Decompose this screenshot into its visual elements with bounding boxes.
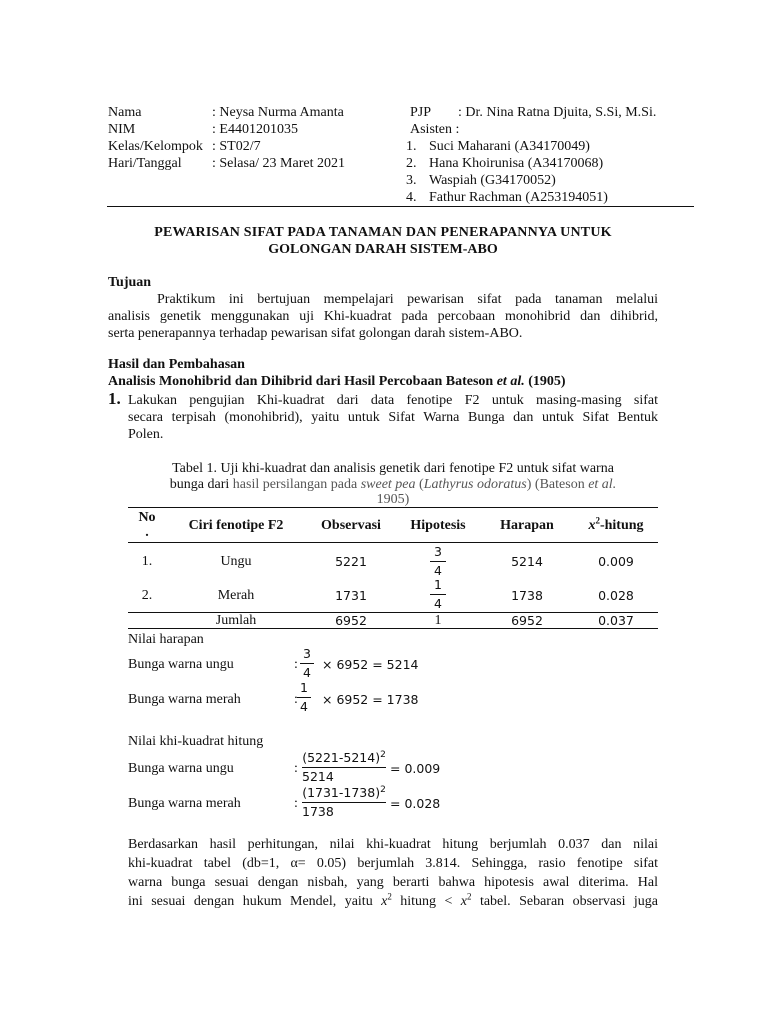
- table-top-rule: [128, 507, 658, 508]
- harapan-ungu-colon: :: [294, 657, 298, 672]
- header-divider: [107, 206, 694, 207]
- khi-merah-fraction: (1731-1738)$^2$ 1738: [302, 784, 386, 819]
- hasil-heading: Hasil dan Pembahasan: [108, 357, 245, 372]
- header-observasi: Observasi: [321, 518, 381, 533]
- pjp-label: PJP: [410, 105, 432, 120]
- cell-jumlah-chi: 0.037: [598, 613, 634, 628]
- nim-label: NIM: [108, 122, 136, 137]
- header-chi-hitung: $x^2$-hitung: [588, 515, 644, 533]
- conclusion-line: warna bunga sesuai dengan nisbah, yang berarti bahwa hipotesis awal diterima. Hal: [128, 875, 658, 890]
- header-no-dot: .: [145, 525, 149, 540]
- cell-observasi: 5221: [335, 554, 367, 569]
- asisten-label: Asisten :: [410, 122, 460, 137]
- harapan-merah-fraction: 1 4: [297, 680, 311, 715]
- khi-merah-result: = 0.028: [390, 796, 441, 811]
- cell-jumlah-observasi: 6952: [335, 613, 367, 628]
- doc-title-line2: GOLONGAN DARAH SISTEM-ABO: [268, 242, 498, 257]
- harapan-ungu-fraction: 3 4: [300, 646, 314, 681]
- cell-jumlah-label: Jumlah: [215, 613, 257, 628]
- asisten-no: 3.: [406, 173, 417, 188]
- harapan-ungu-result: × 6952 = 5214: [322, 657, 419, 672]
- cell-no: 1.: [141, 554, 153, 569]
- kelas-label: Kelas/Kelompok: [108, 139, 203, 154]
- item-text-line: secara terpisah (monohibrid), yaitu untuk Sifat Warna Bunga dan untuk Sifat Bentuk: [128, 410, 658, 425]
- item-number: 1.: [108, 389, 121, 408]
- conclusion-line: ini sesuai dengan hukum Mendel, yaitu $x^2$ hitung < $x^2$ tabel. Sebaran observasi juga: [128, 893, 658, 909]
- khi-merah-colon: :: [294, 796, 298, 811]
- harapan-merah-result: × 6952 = 1738: [322, 692, 419, 707]
- conclusion-line: Berdasarkan hasil perhitungan, nilai khi-kuadrat hitung berjumlah 0.037 dan nilai: [128, 837, 658, 852]
- table-caption-line3: 1905): [376, 492, 410, 507]
- item-text-line: Polen.: [128, 427, 164, 442]
- asisten-no: 4.: [406, 190, 417, 205]
- header-no: No: [138, 510, 156, 525]
- nama-value: : Neysa Nurma Amanta: [212, 105, 344, 120]
- cell-harapan: 5214: [511, 554, 543, 569]
- khi-merah-label: Bunga warna merah: [128, 796, 241, 811]
- table-header-rule: [128, 542, 658, 543]
- header-hipotesis: Hipotesis: [410, 518, 466, 533]
- tujuan-line: serta penerapannya terhadap pewarisan sifat golongan darah sistem-ABO.: [108, 326, 523, 341]
- cell-hipotesis-fraction: 1 4: [430, 577, 446, 612]
- nilai-khi-heading: Nilai khi-kuadrat hitung: [128, 734, 264, 749]
- nim-value: : E4401201035: [212, 122, 298, 137]
- table-caption-line1: Tabel 1. Uji khi-kuadrat dan analisis genetik dari fenotipe F2 untuk sifat warna: [172, 461, 614, 476]
- tujuan-line: analisis genetik menggunakan uji Khi-kuadrat pada percobaan monohibrid dan dihibrid,: [108, 309, 658, 324]
- khi-ungu-result: = 0.009: [390, 761, 441, 776]
- nama-label: Nama: [108, 105, 142, 120]
- cell-ciri: Ungu: [220, 554, 252, 569]
- header-ciri: Ciri fenotipe F2: [188, 518, 284, 533]
- cell-ciri: Merah: [217, 588, 255, 603]
- asisten-no: 1.: [406, 139, 417, 154]
- cell-chi: 0.009: [598, 554, 634, 569]
- cell-chi: 0.028: [598, 588, 634, 603]
- cell-jumlah-harapan: 6952: [511, 613, 543, 628]
- asisten-name: Suci Maharani (A34170049): [429, 139, 590, 154]
- hari-value: : Selasa/ 23 Maret 2021: [212, 156, 345, 171]
- table-caption-line2: bunga dari hasil persilangan pada sweet pea (Lathyrus odoratus) (Bateson et al.: [169, 477, 617, 492]
- harapan-merah-colon: :: [294, 692, 298, 707]
- kelas-value: : ST02/7: [212, 139, 261, 154]
- cell-hipotesis-fraction: 3 4: [430, 544, 446, 579]
- tujuan-heading: Tujuan: [108, 275, 152, 290]
- khi-ungu-fraction: (5221-5214)$^2$ 5214: [302, 749, 386, 784]
- asisten-no: 2.: [406, 156, 417, 171]
- cell-observasi: 1731: [335, 588, 367, 603]
- nilai-harapan-heading: Nilai harapan: [128, 632, 204, 647]
- pjp-value: : Dr. Nina Ratna Djuita, S.Si, M.Si.: [458, 105, 657, 120]
- harapan-ungu-label: Bunga warna ungu: [128, 657, 234, 672]
- doc-title-line1: PEWARISAN SIFAT PADA TANAMAN DAN PENERAPANNYA UNTUK: [154, 225, 612, 240]
- cell-jumlah-hipotesis: 1: [434, 613, 442, 628]
- khi-ungu-label: Bunga warna ungu: [128, 761, 234, 776]
- hari-label: Hari/Tanggal: [108, 156, 182, 171]
- asisten-name: Fathur Rachman (A253194051): [429, 190, 608, 205]
- conclusion-line: khi-kuadrat tabel (db=1, α= 0.05) berjumlah 3.814. Sehingga, rasio fenotipe sifat: [128, 856, 658, 871]
- khi-ungu-colon: :: [294, 761, 298, 776]
- tujuan-line: Praktikum ini bertujuan mempelajari pewarisan sifat pada tanaman melalui: [157, 292, 658, 307]
- header-harapan: Harapan: [500, 518, 554, 533]
- cell-harapan: 1738: [511, 588, 543, 603]
- asisten-name: Waspiah (G34170052): [429, 173, 556, 188]
- item-text-line: Lakukan pengujian Khi-kuadrat dari data fenotipe F2 untuk masing-masing sifat: [128, 393, 658, 408]
- table-bottom-rule: [128, 628, 658, 629]
- harapan-merah-label: Bunga warna merah: [128, 692, 241, 707]
- asisten-name: Hana Khoirunisa (A34170068): [429, 156, 604, 171]
- hasil-subheading: Analisis Monohibrid dan Dihibrid dari Hasil Percobaan Bateson et al. (1905): [108, 374, 566, 389]
- cell-no: 2.: [141, 588, 153, 603]
